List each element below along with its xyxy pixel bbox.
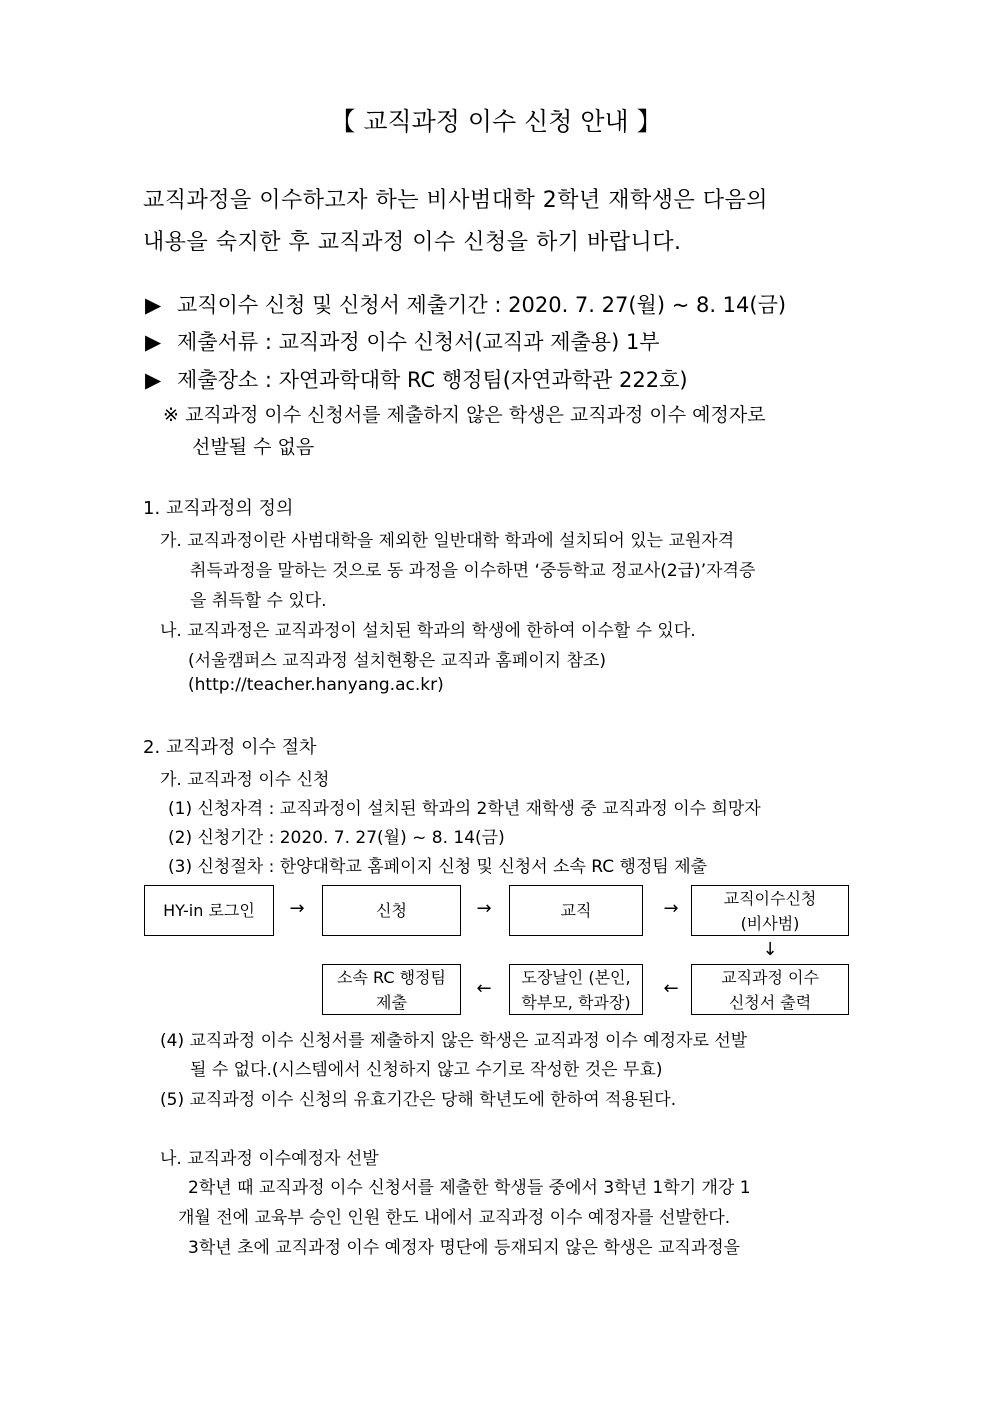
s2-item-1: (1) 신청자격 : 교직과정이 설치된 학과의 2학년 재학생 중 교직과정 이수 희망자	[168, 799, 761, 819]
bullet-text: 교직이수 신청 및 신청서 제출기간 : 2020. 7. 27(월) ~ 8. 14(금)	[177, 293, 787, 317]
s1-ga-line-2: 취득과정을 말하는 것으로 동 과정을 이수하면 ‘중등학교 정교사(2급)’자격증	[190, 561, 756, 581]
s2-sub-na: 나. 교직과정 이수예정자 선발	[160, 1149, 379, 1169]
section-1-heading: 1. 교직과정의 정의	[143, 498, 294, 519]
right-arrow-icon: →	[476, 898, 492, 919]
flow-box-label: 교직이수신청	[723, 888, 817, 908]
intro-line-2: 내용을 숙지한 후 교직과정 이수 신청을 하기 바랍니다.	[143, 230, 682, 255]
bullet-place	[145, 364, 688, 394]
flow-box-label: 신청서 출력	[728, 992, 812, 1012]
intro-line-1: 교직과정을 이수하고자 하는 비사범대학 2학년 재학생은 다음의	[143, 188, 769, 213]
bullet-text: 제출장소 : 자연과학대학 RC 행정팀(자연과학관 222호)	[177, 368, 688, 392]
right-arrow-icon: →	[289, 898, 305, 919]
s1-ga-line-3: 을 취득할 수 있다.	[190, 591, 327, 611]
bullet-documents	[145, 326, 660, 356]
s1-na-line-1: 나. 교직과정은 교직과정이 설치된 학과의 학생에 한하여 이수할 수 있다.	[160, 621, 696, 641]
flow-box-login	[144, 885, 274, 936]
section-2-heading: 2. 교직과정 이수 절차	[143, 737, 317, 758]
flow-box-label: (비사범)	[740, 913, 800, 933]
s2-na-para-1-line-2: 개월 전에 교육부 승인 인원 한도 내에서 교직과정 이수 예정자를 선발한다.	[178, 1208, 731, 1228]
triangle-bullet-icon: ▶	[145, 293, 162, 317]
flow-box-label: 도장날인 (본인,	[521, 967, 631, 987]
s1-ga-line-1: 가. 교직과정이란 사범대학을 제외한 일반대학 학과에 설치되어 있는 교원자격	[160, 531, 735, 551]
flow-box-label: 교직과정 이수	[721, 967, 819, 987]
bullet-period	[145, 289, 786, 319]
flow-box-label: 학부모, 학과장)	[521, 992, 631, 1012]
down-arrow-icon: ↓	[762, 939, 778, 960]
flow-box-label: 교직	[560, 901, 592, 920]
flow-box-label: HY-in 로그인	[163, 901, 255, 920]
flow-box-teaching	[509, 885, 643, 936]
flow-box-print	[691, 964, 849, 1015]
flow-box-submit	[322, 964, 461, 1015]
left-arrow-icon: ←	[476, 978, 492, 999]
note-line-2: 선발될 수 없음	[192, 436, 315, 458]
s1-na-line-2: (서울캠퍼스 교직과정 설치현황은 교직과 홈페이지 참조)	[188, 651, 606, 671]
s2-item-4-line-2: 될 수 없다.(시스템에서 신청하지 않고 수기로 작성한 것은 무효)	[190, 1060, 663, 1080]
triangle-bullet-icon: ▶	[145, 330, 162, 354]
flow-box-apply	[322, 885, 461, 936]
note-line-1: ※ 교직과정 이수 신청서를 제출하지 않은 학생은 교직과정 이수 예정자로	[163, 404, 766, 426]
flow-box-label: 소속 RC 행정팀	[337, 967, 446, 987]
s2-item-3: (3) 신청절차 : 한양대학교 홈페이지 신청 및 신청서 소속 RC 행정팀 제출	[168, 857, 708, 877]
flow-box-label: 신청	[376, 901, 407, 920]
s2-item-5: (5) 교직과정 이수 신청의 유효기간은 당해 학년도에 한하여 적용된다.	[160, 1090, 677, 1110]
homepage-url: (http://teacher.hanyang.ac.kr)	[188, 675, 444, 695]
flow-box-teaching-apply	[691, 885, 849, 936]
s2-sub-ga: 가. 교직과정 이수 신청	[160, 770, 330, 790]
s2-item-2: (2) 신청기간 : 2020. 7. 27(월) ~ 8. 14(금)	[168, 828, 505, 848]
left-arrow-icon: ←	[663, 978, 679, 999]
right-arrow-icon: →	[663, 898, 679, 919]
flow-box-label: 제출	[376, 992, 407, 1012]
flow-box-stamp	[509, 964, 643, 1015]
s2-na-para-1-line-1: 2학년 때 교직과정 이수 신청서를 제출한 학생들 중에서 3학년 1학기 개강 1	[188, 1178, 751, 1198]
page-title: 【 교직과정 이수 신청 안내 】	[330, 107, 662, 136]
s2-item-4-line-1: (4) 교직과정 이수 신청서를 제출하지 않은 학생은 교직과정 이수 예정자로 선발	[160, 1031, 748, 1051]
s2-na-para-2: 3학년 초에 교직과정 이수 예정자 명단에 등재되지 않은 학생은 교직과정을	[188, 1238, 741, 1258]
bullet-text: 제출서류 : 교직과정 이수 신청서(교직과 제출용) 1부	[177, 330, 660, 354]
triangle-bullet-icon: ▶	[145, 368, 162, 392]
